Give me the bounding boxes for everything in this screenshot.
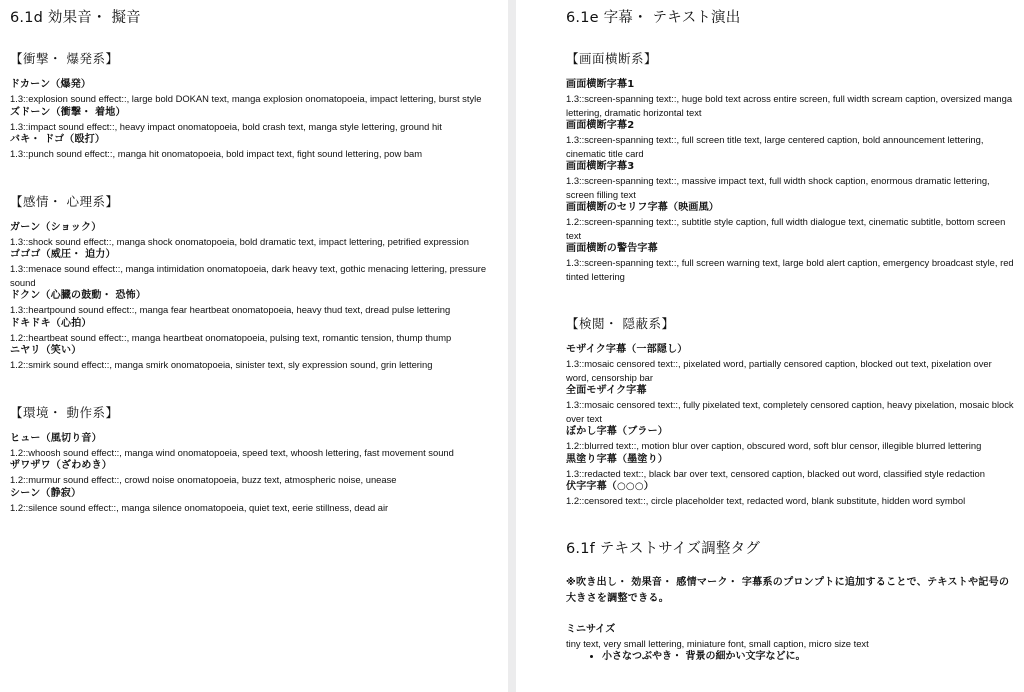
entry-prompt: 1.2::heartbeat sound effect::, manga heartbeat onomatopoeia, pulsing text, romantic tension, thump thump <box>10 331 452 343</box>
entry-prompt: 1.3::screen-spanning text::, huge bold text across entire screen, full width scream caption, oversized manga lettering, dramatic horizontal text <box>566 93 1013 118</box>
entry-name: バキ・ ドゴ（殴打） <box>10 134 106 145</box>
section-title-6-1f: 6.1f テキストサイズ調整タグ <box>566 540 761 557</box>
entry-prompt: 1.3::screen-spanning text::, full screen warning text, large bold alert caption, emergency broadcast style, red tinted lettering <box>566 257 1014 282</box>
list-item <box>566 453 1024 481</box>
entry-prompt: 1.2::screen-spanning text::, subtitle style caption, full width dialogue text, cinematic subtitle, bottom screen text <box>566 216 1006 241</box>
right-page <box>516 0 1024 692</box>
entry-name: ゴゴゴ（威圧・ 迫力） <box>10 249 116 260</box>
entry-prompt: 1.3::screen-spanning text::, massive impact text, full width shock caption, enormous dramatic lettering, screen filling text <box>566 175 990 200</box>
group-heading: 【検閲・ 隠蔽系】 <box>566 316 675 331</box>
list-item <box>10 432 508 460</box>
mini-size-prompt: tiny text, very small lettering, miniature font, small caption, micro size text <box>566 637 869 649</box>
entry-prompt: 1.3::redacted text::, black bar over text, censored caption, blacked out word, classified style redaction <box>566 467 985 479</box>
entry-prompt: 1.2::whoosh sound effect::, manga wind onomatopoeia, speed text, whoosh lettering, fast movement sound <box>10 446 454 458</box>
entry-name: ザワザワ（ざわめき） <box>10 460 112 471</box>
right-groups <box>566 50 1024 508</box>
entry-name: ヒュー（風切り音） <box>10 432 102 444</box>
entry-prompt: 1.3::shock sound effect::, manga shock onomatopoeia, bold dramatic text, impact lettering, petrified expression <box>10 235 469 247</box>
entry-name: ニヤリ（笑い） <box>10 345 82 356</box>
list-item <box>10 78 508 106</box>
entry-name: ドカーン（爆発） <box>10 79 92 90</box>
entry-prompt: 1.3::heartpound sound effect::, manga fear heartbeat onomatopoeia, heavy thud text, dread pulse lettering <box>10 304 451 315</box>
list-item <box>566 78 1024 119</box>
entry-name: ドキドキ（心拍） <box>10 317 92 329</box>
entry-prompt: 1.3::menace sound effect::, manga intimidation onomatopoeia, dark heavy text, gothic menacing lettering, pressure sound <box>10 263 487 288</box>
group-heading: 【環境・ 動作系】 <box>10 404 119 420</box>
group-heading: 【画面横断系】 <box>566 51 658 66</box>
left-group <box>10 404 508 515</box>
entry-prompt: 1.2::smirk sound effect::, manga smirk onomatopoeia, sinister text, sly expression sound, grin lettering <box>10 359 433 370</box>
list-item <box>566 425 1024 453</box>
entry-name: 画面横断の警告字幕 <box>566 243 658 254</box>
entry-prompt: 1.2::murmur sound effect::, crowd noise onomatopoeia, buzz text, atmospheric noise, unease <box>10 474 397 485</box>
list-item <box>566 201 1024 242</box>
list-item <box>566 343 1024 384</box>
entry-name: 画面横断のセリフ字幕（映画風） <box>566 202 719 213</box>
entry-name: 伏字字幕（○○○） <box>566 481 654 492</box>
left-group <box>10 50 508 161</box>
mini-size-bullet: • 小さなつぶやき・ 背景の細かい文字などに。 <box>602 650 1024 664</box>
left-groups <box>10 50 508 514</box>
entry-prompt: 1.2::blurred text::, motion blur over caption, obscured word, soft blur censor, illegible blurred lettering <box>566 440 982 451</box>
list-item <box>10 221 508 249</box>
entry-name: ガーン（ショック） <box>10 221 102 233</box>
entry-name: 画面横断字幕3 <box>566 161 635 172</box>
list-item <box>10 289 508 317</box>
group-heading: 【感情・ 心理系】 <box>10 193 119 209</box>
mini-size-bullets <box>566 650 1024 664</box>
list-item <box>10 106 508 134</box>
list-item <box>566 119 1024 160</box>
right-group <box>566 315 1024 508</box>
size-note: ※吹き出し・ 効果音・ 感情マーク・ 字幕系のプロンプトに追加することで、テキストや記号の大きさを調整できる。 <box>566 576 1010 604</box>
list-item <box>10 344 508 372</box>
entry-name: 画面横断字幕2 <box>566 120 635 131</box>
list-item <box>10 248 508 289</box>
page-gap <box>508 0 516 692</box>
entry-name: ドクン（心臓の鼓動・ 恐怖） <box>10 290 147 301</box>
left-page <box>0 0 508 692</box>
entry-prompt: 1.3::mosaic censored text::, pixelated word, partially censored caption, blocked out text, pixelation over word, censorship bar <box>566 358 992 383</box>
section-title-6-1d: 6.1d 効果音・ 擬音 <box>10 10 141 26</box>
entry-name: モザイク字幕（一部隠し） <box>566 344 688 355</box>
list-item <box>10 133 508 161</box>
mini-size-label: ミニサイズ <box>566 623 616 635</box>
entry-prompt: 1.2::silence sound effect::, manga silence onomatopoeia, quiet text, eerie stillness, dead air <box>10 501 389 513</box>
left-group <box>10 193 508 372</box>
entry-name: シーン（静寂） <box>10 487 82 499</box>
entry-prompt: 1.3::screen-spanning text::, full screen title text, large centered caption, bold announcement lettering, cinematic title card <box>566 134 984 159</box>
list-item <box>566 384 1024 425</box>
list-item <box>10 459 508 487</box>
entry-prompt: 1.3::mosaic censored text::, fully pixelated text, completely censored caption, heavy pixelation, mosaic block over text <box>566 399 1014 424</box>
entry-name: ズドーン（衝撃・ 着地） <box>10 106 126 118</box>
right-group <box>566 50 1024 283</box>
entry-name: ぼかし字幕（ブラー） <box>566 426 668 437</box>
entry-name: 全面モザイク字幕 <box>566 385 647 396</box>
list-item <box>10 487 508 515</box>
entry-prompt: 1.3::punch sound effect::, manga hit onomatopoeia, bold impact text, fight sound lettering, pow bam <box>10 148 423 159</box>
entry-prompt: 1.3::impact sound effect::, heavy impact onomatopoeia, bold crash text, manga style lettering, ground hit <box>10 120 442 132</box>
entry-prompt: 1.3::explosion sound effect::, large bold DOKAN text, manga explosion onomatopoeia, impact lettering, burst style <box>10 93 482 104</box>
list-item <box>10 317 508 345</box>
entry-name: 黒塗り字幕（墨塗り） <box>566 453 668 465</box>
entry-prompt: 1.2::censored text::, circle placeholder text, redacted word, blank substitute, hidden word symbol <box>566 495 966 506</box>
section-title-6-1e: 6.1e 字幕・ テキスト演出 <box>566 10 741 26</box>
group-heading: 【衝撃・ 爆発系】 <box>10 51 119 66</box>
list-item <box>566 242 1024 283</box>
list-item <box>566 160 1024 201</box>
list-item <box>566 480 1024 508</box>
entry-name: 画面横断字幕1 <box>566 79 635 90</box>
